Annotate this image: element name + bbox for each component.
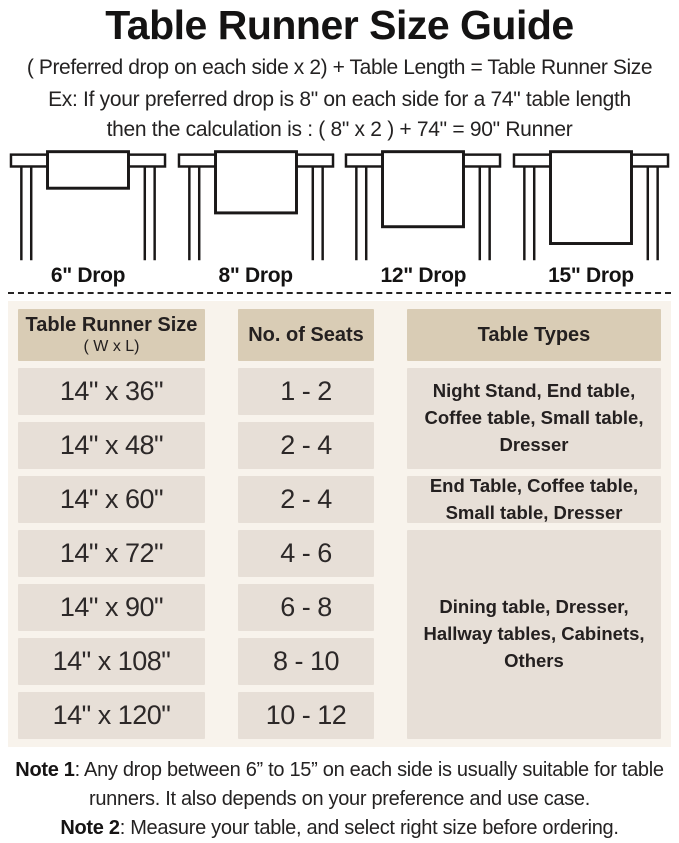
note-1-text: : Any drop between 6” to 15” on each side is usually suitable for table runners. It also depends on your preference and use case. bbox=[74, 759, 664, 810]
table-figure-12-drop bbox=[341, 149, 505, 288]
column-header-types: Table Types bbox=[407, 309, 661, 361]
seats-cell: 4 - 6 bbox=[238, 530, 374, 577]
runner-size-cell: 14" x 48" bbox=[18, 422, 205, 469]
notes-section bbox=[0, 756, 679, 843]
column-header-seats: No. of Seats bbox=[238, 309, 374, 361]
formula-text: ( Preferred drop on each side x 2) + Table Length = Table Runner Size bbox=[26, 56, 653, 79]
example-line-2: then the calculation is : ( 8" x 2 ) + 74" = 90" Runner bbox=[106, 118, 573, 141]
runner-size-cell: 14" x 36" bbox=[18, 368, 205, 415]
drop-label: 8" Drop bbox=[218, 264, 293, 287]
seats-cell: 10 - 12 bbox=[238, 692, 374, 739]
table-types-group-2: End Table, Coffee table, Small table, Dresser bbox=[407, 476, 661, 523]
seats-cell: 2 - 4 bbox=[238, 422, 374, 469]
drop-illustrations bbox=[0, 149, 679, 288]
runner-size-cell: 14" x 72" bbox=[18, 530, 205, 577]
seats-cell: 1 - 2 bbox=[238, 368, 374, 415]
table-figure-6-drop bbox=[6, 149, 170, 288]
table-runner-illustration bbox=[177, 149, 335, 261]
runner-size-cell: 14" x 108" bbox=[18, 638, 205, 685]
seats-cell: 6 - 8 bbox=[238, 584, 374, 631]
table-figure-8-drop bbox=[174, 149, 338, 288]
seats-cell: 8 - 10 bbox=[238, 638, 374, 685]
table-types-group-3: Dining table, Dresser, Hallway tables, Cabinets, Others bbox=[407, 530, 661, 739]
note-2-text: : Measure your table, and select right size before ordering. bbox=[119, 817, 619, 839]
column-header-runner-size bbox=[18, 309, 205, 361]
seats-cell: 2 - 4 bbox=[238, 476, 374, 523]
table-types-group-1: Night Stand, End table, Coffee table, Small table, Dresser bbox=[407, 368, 661, 469]
table-runner-illustration bbox=[344, 149, 502, 261]
dashed-divider bbox=[8, 292, 671, 294]
example-line-1: Ex: If your preferred drop is 8" on each side for a 74" table length bbox=[48, 88, 631, 111]
drop-label: 6" Drop bbox=[50, 264, 126, 287]
runner-size-cell: 14" x 60" bbox=[18, 476, 205, 523]
runner-size-cell: 14" x 90" bbox=[18, 584, 205, 631]
drop-label: 15" Drop bbox=[548, 264, 634, 287]
note-2 bbox=[2, 814, 677, 843]
runner-size-cell: 14" x 120" bbox=[18, 692, 205, 739]
note-1-label: Note 1 bbox=[15, 759, 75, 781]
table-runner-illustration bbox=[9, 149, 167, 261]
size-guide-table bbox=[8, 301, 671, 747]
note-2-label: Note 2 bbox=[60, 817, 120, 839]
table-figure-15-drop bbox=[509, 149, 673, 288]
drop-label: 12" Drop bbox=[380, 264, 467, 287]
table-runner-illustration bbox=[512, 149, 670, 261]
column-header-runner-size-sub: ( W x L) bbox=[83, 338, 140, 356]
column-header-runner-size-title: Table Runner Size bbox=[25, 314, 198, 337]
note-1 bbox=[2, 756, 677, 814]
page-title: Table Runner Size Guide bbox=[105, 2, 574, 48]
